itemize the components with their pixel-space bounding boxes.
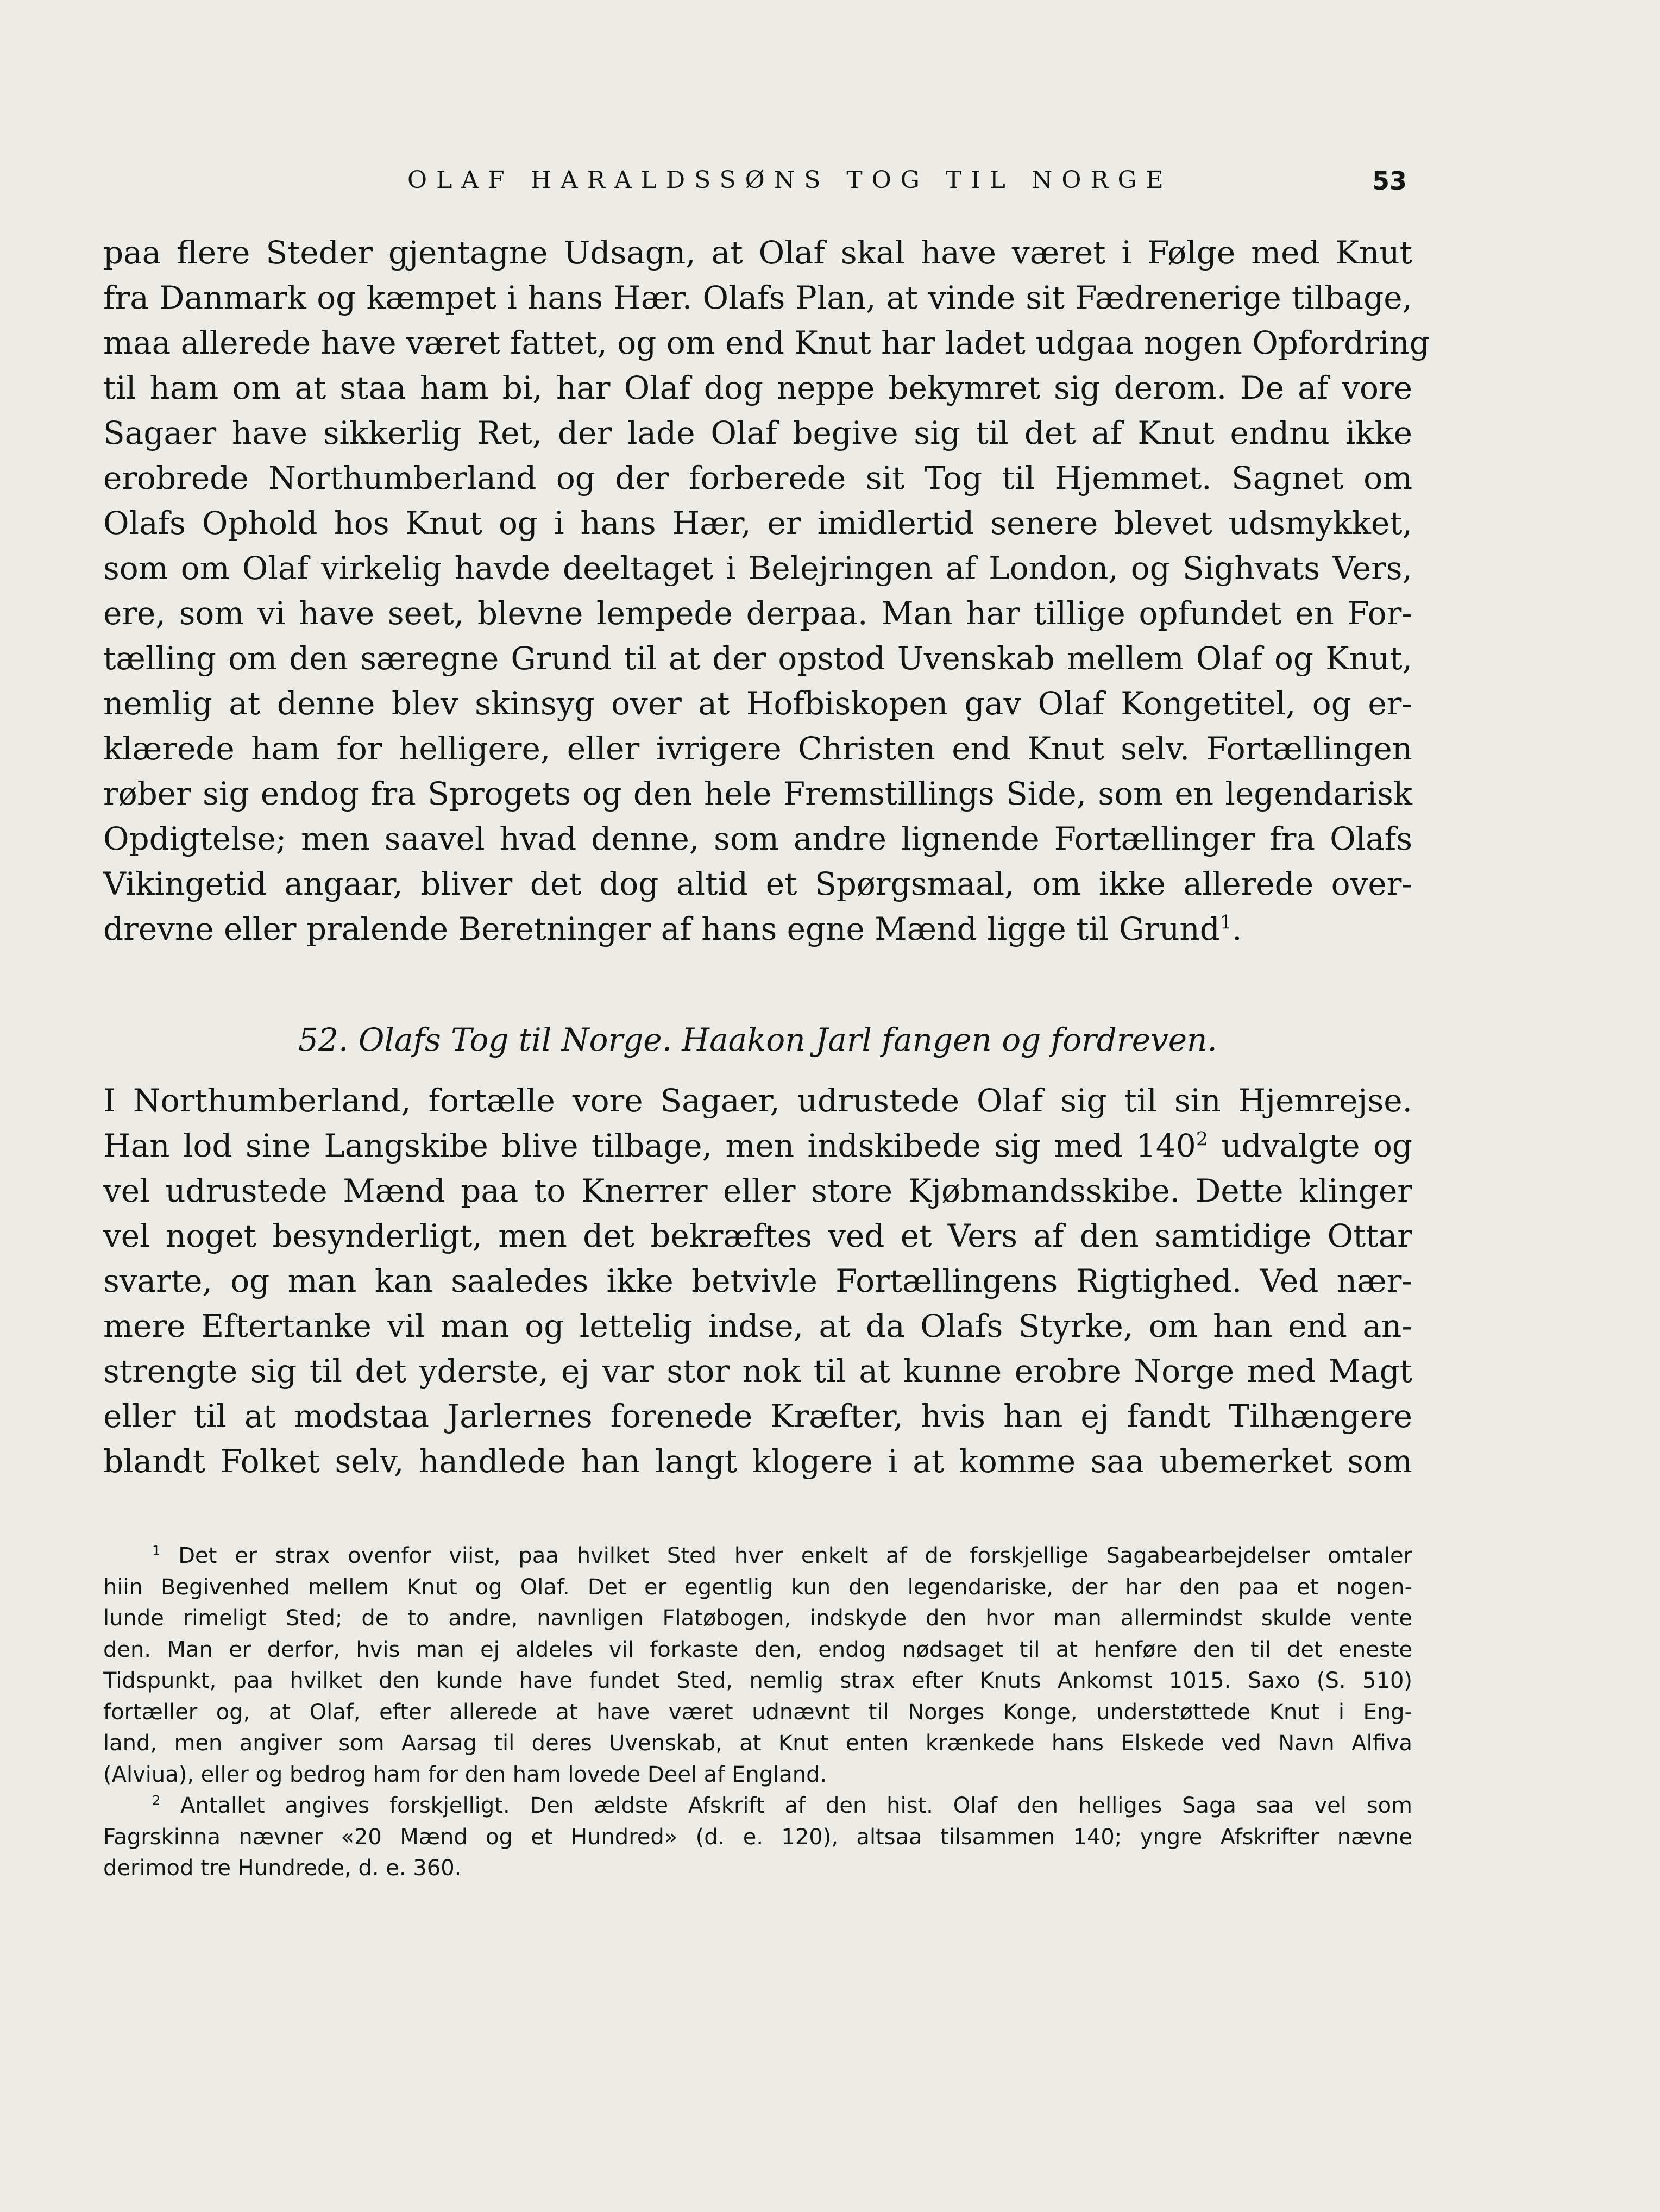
footnote-ref-1[interactable]: 1 — [1219, 912, 1233, 934]
footnote-1-line: land, men angiver som Aarsag til deres Uvenskab, at Knut enten krænkede hans Elskede ved Navn Alfiva — [103, 1731, 1412, 1756]
text-line: fra Danmark og kæmpet i hans Hær. Olafs Plan, at vinde sit Fædrenerige tilbage, — [103, 279, 1412, 316]
text-line: Opdigtelse; men saavel hvad denne, som andre lignende Fortællinger fra Olafs — [103, 820, 1412, 857]
text-line: Sagaer have sikkerlig Ret, der lade Olaf begive sig til det af Knut endnu ikke — [103, 414, 1412, 451]
text-line: tælling om den særegne Grund til at der opstod Uvenskab mellem Olaf og Knut, — [103, 640, 1412, 677]
footnote-mark-1: 1 — [152, 1543, 161, 1559]
text-line: vel udrustede Mænd paa to Knerrer eller store Kjøbmandsskibe. Dette klinger — [103, 1172, 1412, 1209]
text-line-last — [103, 907, 1412, 952]
text-line: strengte sig til det yderste, ej var stor nok til at kunne erobre Norge med Magt — [103, 1353, 1412, 1390]
text-line: vel noget besynderligt, men det bekræftes ved et Vers af den samtidige Ottar — [103, 1217, 1412, 1254]
footnotes — [103, 1541, 1412, 1884]
text-fragment: Det er strax ovenfor viist, paa hvilket Sted hver enkelt af de forskjellige Sagabearbejdelser omtaler — [160, 1543, 1412, 1568]
footnote-1-line: lunde rimeligt Sted; de to andre, navnligen Flatøbogen, indskyde den hvor man allermindst skulde vente — [103, 1606, 1412, 1631]
text-line: klærede ham for helligere, eller ivrigere Christen end Knut selv. Fortællingen — [103, 730, 1412, 767]
text-line: maa allerede have været fattet, og om end Knut har ladet udgaa nogen Opfordring — [103, 324, 1430, 361]
text-line: svarte, og man kan saaledes ikke betvivle Fortællingens Rigtighed. Ved nær- — [103, 1262, 1412, 1299]
text-fragment: udvalgte og — [1208, 1127, 1413, 1164]
running-head — [103, 166, 1407, 199]
footnote-1-line: den. Man er derfor, hvis man ej aldeles vil forkaste den, endog nødsaget til at henføre den til det eneste — [103, 1637, 1412, 1662]
footnote-1-line: Tidspunkt, paa hvilket den kunde have fundet Sted, nemlig strax efter Knuts Ankomst 1015. Saxo (S. 510) — [103, 1668, 1412, 1693]
text-line: som om Olaf virkelig havde deeltaget i Belejringen af London, og Sighvats Vers, — [103, 550, 1412, 587]
footnote-1-line: hiin Begivenhed mellem Knut og Olaf. Det er egentlig kun den legendariske, der har den paa et nogen- — [103, 1574, 1412, 1600]
footnote-2-line: Fagrskinna nævner «20 Mænd og et Hundred» (d. e. 120), altsaa tilsammen 140; yngre Afskrifter nævne — [103, 1824, 1412, 1850]
footnote-2-line — [103, 1790, 1412, 1822]
text-fragment: drevne eller pralende Beretninger af hans egne Mænd ligge til Grund — [103, 910, 1220, 947]
text-line: erobrede Northumberland og der forberede sit Tog til Hjemmet. Sagnet om — [103, 460, 1412, 497]
text-line: ere, som vi have seet, blevne lempede derpaa. Man har tillige opfundet en For- — [103, 595, 1412, 632]
running-title: OLAF HARALDSSØNS TOG TIL NORGE — [407, 166, 1173, 194]
footnote-1-line-last: (Alviua), eller og bedrog ham for den ham lovede Deel af England. — [103, 1762, 827, 1787]
text-line: eller til at modstaa Jarlernes forenede Kræfter, hvis han ej fandt Tilhængere — [103, 1398, 1412, 1435]
text-line — [103, 1123, 1412, 1168]
page-number: 53 — [1372, 166, 1407, 196]
footnote-ref-2[interactable]: 2 — [1196, 1128, 1208, 1151]
text-line: paa flere Steder gjentagne Udsagn, at Olaf skal have været i Følge med Knut — [103, 234, 1412, 271]
text-line: blandt Folket selv, handlede han langt klogere i at komme saa ubemerket som — [103, 1443, 1412, 1480]
section-heading: 52. Olafs Tog til Norge. Haakon Jarl fangen og fordreven. — [298, 1021, 1217, 1058]
paragraph-1 — [103, 230, 1430, 952]
footnote-1-line: fortæller og, at Olaf, efter allerede at have været udnævnt til Norges Konge, understøttede Knut i Eng- — [103, 1699, 1412, 1725]
paragraph-2 — [103, 1078, 1412, 1484]
text-line: Olafs Ophold hos Knut og i hans Hær, er imidlertid senere blevet udsmykket, — [103, 505, 1412, 542]
text-line: I Northumberland, fortælle vore Sagaer, udrustede Olaf sig til sin Hjemrejse. — [103, 1082, 1412, 1119]
text-line: til ham om at staa ham bi, har Olaf dog neppe bekymret sig derom. De af vore — [103, 369, 1412, 406]
text-fragment: . — [1232, 910, 1242, 947]
text-line: mere Eftertanke vil man og lettelig indse, at da Olafs Styrke, om han end an- — [103, 1308, 1412, 1344]
footnote-1-line — [103, 1541, 1412, 1572]
text-fragment: Antallet angives forskjelligt. Den ældste Afskrift af den hist. Olaf den helliges Saga saa vel som — [160, 1793, 1412, 1818]
text-line: Vikingetid angaar, bliver det dog altid et Spørgsmaal, om ikke allerede over- — [103, 865, 1412, 902]
footnote-2-line-last: derimod tre Hundrede, d. e. 360. — [103, 1856, 462, 1881]
text-fragment: Han lod sine Langskibe blive tilbage, men indskibede sig med 140 — [103, 1127, 1196, 1164]
footnote-mark-2: 2 — [152, 1793, 161, 1808]
text-line: nemlig at denne blev skinsyg over at Hofbiskopen gav Olaf Kongetitel, og er- — [103, 685, 1412, 722]
text-line: røber sig endog fra Sprogets og den hele Fremstillings Side, som en legendarisk — [103, 775, 1412, 812]
